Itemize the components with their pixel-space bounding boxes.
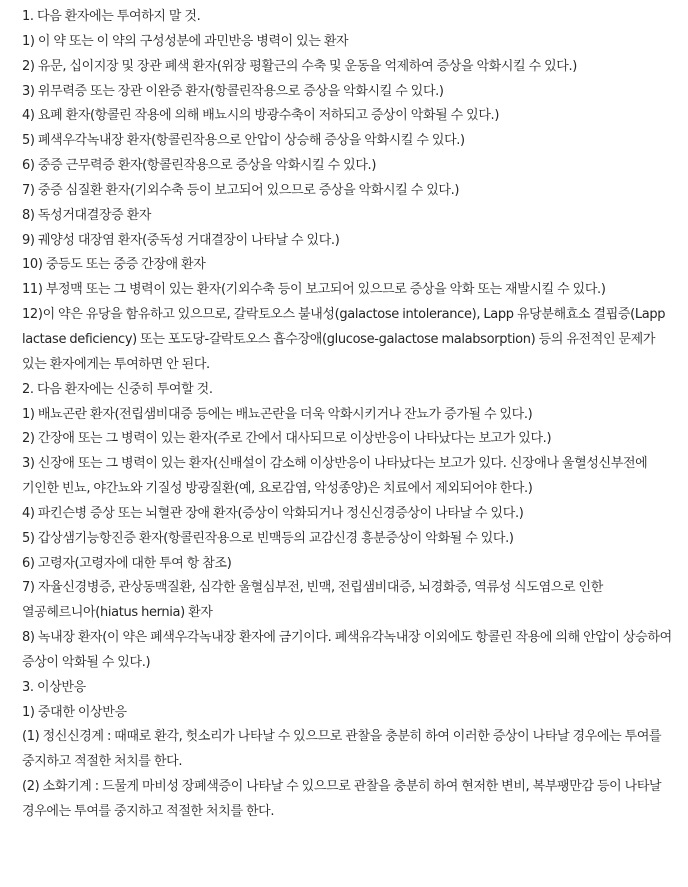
section-heading-precautions: 2. 다음 환자에는 신중히 투여할 것.: [22, 381, 213, 397]
list-item: 1) 이 약 또는 이 약의 구성성분에 과민반응 병력이 있는 환자: [22, 33, 349, 49]
list-item: 7) 자율신경병증, 관상동맥질환, 심각한 울혈심부전, 빈맥, 전립샘비대증, 뇌경화증, 역류성 식도염으로 인한 열공헤르니아(hiatus hernia) 환자: [22, 580, 603, 621]
list-item: 4) 파킨슨병 증상 또는 뇌혈관 장애 환자(증상이 악화되거나 정신신경증상이 나타날 수 있다.): [22, 505, 524, 521]
list-item: 3) 위무력증 또는 장관 이완증 환자(항콜린작용으로 증상을 악화시킬 수 있다.): [22, 83, 444, 99]
list-item: 11) 부정맥 또는 그 병력이 있는 환자(기외수축 등이 보고되어 있으므로 증상을 악화 또는 재발시킬 수 있다.): [22, 282, 606, 298]
list-item: (2) 소화기계 : 드물게 마비성 장폐색증이 나타날 수 있으므로 관찰을 충분히 하여 현저한 변비, 복부팽만감 등이 나타날 경우에는 투여를 중지하고 적절한 처치를 한다.: [22, 779, 662, 819]
subsection-heading: 1) 중대한 이상반응: [22, 704, 127, 720]
list-item: 5) 갑상샘기능항진증 환자(항콜린작용으로 빈맥등의 교감신경 흥분증상이 악화될 수 있다.): [22, 530, 514, 546]
list-item: 4) 요폐 환자(항콜린 작용에 의해 배뇨시의 방광수축이 저하되고 증상이 악화될 수 있다.): [22, 108, 500, 124]
list-item: 2) 유문, 십이지장 및 장관 폐색 환자(위장 평활근의 수축 및 운동을 억제하여 증상을 악화시킬 수 있다.): [22, 58, 577, 74]
list-item: 8) 독성거대결장증 환자: [22, 207, 152, 223]
list-item: 6) 고령자(고령자에 대한 투여 항 참조): [22, 555, 232, 571]
list-item: 12)이 약은 유당을 함유하고 있으므로, 갈락토오스 불내성(galactose intolerance), Lapp 유당분해효소 결핍증(Lapp lactase deficiency) 또는 포도당-갈락토오스 흡수장애(glucose-galactose malabsorption) 등의 유전적인 문제가 있는 환자에게는 투여하면 안 된다.: [22, 307, 666, 372]
list-item: 8) 녹내장 환자(이 약은 폐색우각녹내장 환자에 금기이다. 폐색유각녹내장 이외에도 항콜린 작용에 의해 안압이 상승하여 증상이 악화될 수 있다.): [22, 630, 672, 670]
list-item: 3) 신장애 또는 그 병력이 있는 환자(신배설이 감소해 이상반응이 나타났다는 보고가 있다. 신장애나 울혈성신부전에 기인한 빈뇨, 야간뇨와 기질성 방광질환(예, 요로감염, 악성종양)은 치료에서 제외되어야 한다.): [22, 456, 648, 497]
list-item: 2) 간장애 또는 그 병력이 있는 환자(주로 간에서 대사되므로 이상반응이 나타났다는 보고가 있다.): [22, 431, 552, 447]
list-item: 6) 중증 근무력증 환자(항콜린작용으로 증상을 악화시킬 수 있다.): [22, 158, 377, 174]
list-item: 10) 중등도 또는 중증 간장애 환자: [22, 257, 206, 273]
list-item: 1) 배뇨곤란 환자(전립샘비대증 등에는 배뇨곤란을 더욱 악화시키거나 잔뇨가 증가될 수 있다.): [22, 406, 533, 422]
list-item: 9) 궤양성 대장염 환자(중독성 거대결장이 나타날 수 있다.): [22, 232, 340, 248]
section-heading-adverse-reactions: 3. 이상반응: [22, 679, 86, 695]
list-item: 5) 폐색우각녹내장 환자(항콜린작용으로 안압이 상승해 증상을 악화시킬 수 있다.): [22, 133, 465, 149]
list-item: 7) 중증 심질환 환자(기외수축 등이 보고되어 있으므로 증상을 악화시킬 수 있다.): [22, 182, 460, 198]
list-item: (1) 정신신경계 : 때때로 환각, 헛소리가 나타날 수 있으므로 관찰을 충분히 하여 이러한 증상이 나타날 경우에는 투여를 중지하고 적절한 처치를 한다.: [22, 729, 662, 770]
section-heading-contraindications: 1. 다음 환자에는 투여하지 말 것.: [22, 9, 201, 24]
